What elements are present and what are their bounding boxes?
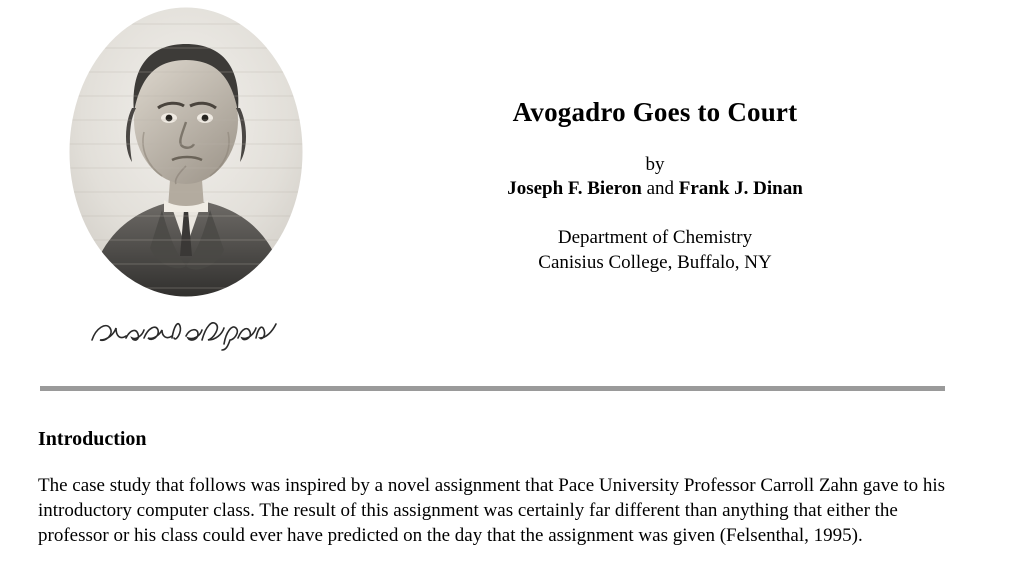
byline-authors xyxy=(330,178,980,200)
author-two: Frank J. Dinan xyxy=(678,178,803,200)
author-conjunction: and xyxy=(641,178,679,200)
page-title: Avogadro Goes to Court xyxy=(512,97,798,127)
portrait-engraving-icon xyxy=(66,4,306,300)
byline-by-label: by xyxy=(645,154,665,176)
portrait-block xyxy=(58,4,314,354)
signature-icon xyxy=(86,310,286,354)
author-one: Joseph F. Bieron xyxy=(507,178,642,200)
horizontal-rule xyxy=(40,386,945,391)
section-paragraph-introduction: The case study that follows was inspired by a novel assignment that Pace University Professor Carroll Zahn gave to his introductory computer class. The result of this assignment was certainly far different than anything that either the professor or his class could ever have predicted on the day that the assignment was given (Felsenthal, 1995). xyxy=(38,475,946,547)
avogadro-portrait xyxy=(66,4,306,300)
document-body xyxy=(38,428,953,548)
section-heading-introduction: Introduction xyxy=(38,428,147,450)
affiliation xyxy=(330,226,980,275)
affiliation-line-1: Department of Chemistry xyxy=(557,227,753,249)
avogadro-signature xyxy=(58,310,314,354)
affiliation-line-2: Canisius College, Buffalo, NY xyxy=(538,251,772,273)
title-block xyxy=(330,96,980,275)
